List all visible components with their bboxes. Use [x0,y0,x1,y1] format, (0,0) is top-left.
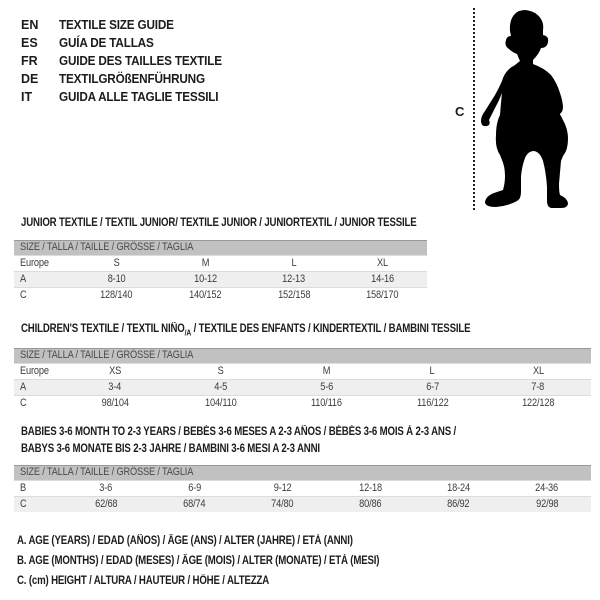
language-code: FR [21,54,38,68]
height-cell: 68/74 [183,498,206,510]
legend-line-a: A. AGE (YEARS) / EDAD (AÑOS) / ÂGE (ANS) / ALTER (JAHRE) / ETÀ (ANNI) [17,535,353,547]
table-row [14,271,427,287]
row-label: Europe [20,257,49,269]
height-measure-dotted-line [473,8,475,210]
language-row-de [21,70,232,88]
language-row-en [21,16,232,34]
height-measure-label: C [455,104,465,119]
measure-legend [17,531,448,591]
height-cell: 74/80 [271,498,294,510]
height-cell: 80/86 [359,498,382,510]
row-label: A [20,273,26,285]
language-row-fr [21,52,232,70]
age-cell: 6-9 [187,482,201,494]
age-cell: 9-12 [273,482,292,494]
height-cell: 92/98 [535,498,559,510]
age-cell: 24-36 [535,482,559,494]
height-cell: 104/110 [204,397,237,409]
size-cell: L [291,257,297,269]
age-cell: 3-6 [99,482,113,494]
junior-size-table [14,240,427,303]
toddler-silhouette-icon [479,4,579,216]
language-label: GUIDA ALLE TAGLIE TESSILI [59,90,219,104]
height-cell: 128/140 [100,289,133,301]
size-cell: L [429,365,435,377]
age-cell: 12-18 [359,482,382,494]
legend-line-b: B. AGE (MONTHS) / EDAD (MESES) / ÂGE (MOIS) / ALTER (MONATE) / ETÀ (MESI) [17,555,380,567]
size-cell: M [201,257,209,269]
height-cell: 152/158 [277,289,310,301]
height-cell: 158/170 [366,289,399,301]
children-table-title: CHILDREN'S TEXTILE / TEXTIL $NIÑO_{/A}$ / TEXTILE DES ENFANTS / KINDERTEXTIL / BAMBINI TESSILE [21,323,471,338]
table-row [14,287,427,303]
language-code: ES [21,36,38,50]
height-cell: 62/68 [94,498,118,510]
language-label: TEXTILE SIZE GUIDE [59,18,174,32]
language-label: GUÍA DE TALLAS [59,36,154,50]
language-title-block [21,16,232,106]
size-cell: XL [532,365,544,377]
table-row [14,395,591,411]
size-cell: M [322,365,331,377]
size-cell: XS [108,365,121,377]
age-cell: 14-16 [371,273,395,285]
junior-table-title: JUNIOR TEXTILE / TEXTIL JUNIOR/ TEXTILE JUNIOR / JUNIORTEXTIL / JUNIOR TESSILE [21,217,417,229]
junior-size-header-bar: SIZE / TALLA / TAILLE / GRÖSSE / TAGLIA [14,240,427,255]
language-label: TEXTILGRÖßENFÜHRUNG [59,72,205,86]
row-label: A [20,381,26,393]
age-cell: 5-6 [320,381,333,393]
table-row [14,379,591,395]
table-row [14,363,591,379]
size-cell: S [217,365,224,377]
babies-size-table [14,465,591,512]
row-label: C [20,289,27,301]
babies-size-header-bar: SIZE / TALLA / TAILLE / GRÖSSE / TAGLIA [14,465,591,480]
language-code: DE [21,72,39,86]
table-row [14,255,427,271]
height-cell: 98/104 [101,397,129,409]
height-cell: 140/152 [189,289,222,301]
size-cell: XL [377,257,389,269]
language-row-it [21,88,232,106]
height-cell: 110/116 [311,397,342,409]
age-cell: 7-8 [531,381,545,393]
age-cell: 3-4 [108,381,122,393]
age-cell: 6-7 [425,381,439,393]
row-label: C [20,397,27,409]
children-size-table [14,348,591,411]
language-label: GUIDE DES TAILLES TEXTILE [59,54,222,68]
age-cell: 18-24 [447,482,471,494]
language-code: IT [21,90,33,104]
language-row-es [21,34,232,52]
table-row [14,496,591,512]
size-cell: S [113,257,120,269]
age-cell: 10-12 [193,273,217,285]
height-cell: 116/122 [416,397,449,409]
height-cell: 86/92 [447,498,470,510]
babies-table-title: BABIES 3-6 MONTH TO 2-3 YEARS / BEBÉS 3-6 MESES A 2-3 AÑOS / BÉBÉS 3-6 MOIS À 2-3 ANS / BABYS 3-6 MONATE BIS 2-3 JAHRE / BAMBINI 3-6 MESI A 2-3 ANNI [21,426,457,455]
legend-line-c: C. (cm) HEIGHT / ALTURA / HAUTEUR / HÖHE / ALTEZZA [17,575,270,587]
row-label: B [20,482,26,494]
language-code: EN [21,18,39,32]
row-label: C [20,498,27,510]
age-cell: 4-5 [214,381,228,393]
age-cell: 8-10 [107,273,126,285]
table-row [14,480,591,496]
row-label: Europe [20,365,49,377]
title-subscript: /A [184,328,192,338]
age-cell: 12-13 [282,273,306,285]
children-size-header-bar: SIZE / TALLA / TAILLE / GRÖSSE / TAGLIA [14,348,591,363]
height-cell: 122/128 [521,397,555,409]
